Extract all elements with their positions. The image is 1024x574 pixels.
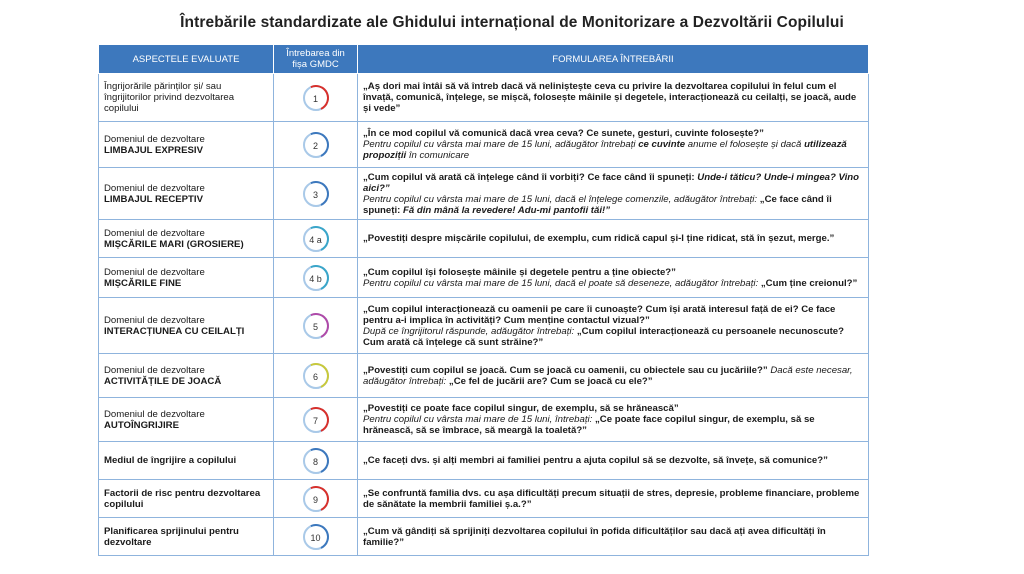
aspect-text: Domeniul de dezvoltare (104, 364, 205, 376)
question-cell (358, 480, 869, 518)
question-text-emphasis: Unde-i tăticu? Unde-i mingea? Vino aici?” (363, 171, 859, 194)
aspect-domain: LIMBAJUL EXPRESIV (104, 144, 203, 156)
questions-table (98, 44, 869, 556)
question-number-badge: 1 (303, 85, 329, 111)
table-row (99, 480, 869, 518)
question-number-badge: 8 (303, 448, 329, 474)
table-row (99, 354, 869, 398)
question-cell (358, 398, 869, 442)
aspect-text: Domeniul de dezvoltare (104, 133, 205, 145)
header-question-number: Întrebarea din fișa GMDC (274, 45, 358, 74)
aspect-cell (99, 442, 274, 480)
question-cell (358, 518, 869, 556)
question-cell (358, 220, 869, 258)
aspect-text: Domeniul de dezvoltare (104, 408, 205, 420)
header-formulation: FORMULAREA ÎNTREBĂRII (358, 45, 869, 74)
question-cell (358, 168, 869, 220)
table-header-row (99, 45, 869, 74)
aspect-cell (99, 122, 274, 168)
question-note-quote: „Ce poate face copilul singur, de exemplu, să se hrănească, să se îmbrace, să meargă la toaletă?” (363, 414, 815, 436)
table-row (99, 518, 869, 556)
table-row (99, 168, 869, 220)
question-note-emphasis: utilizează propoziții (363, 139, 847, 161)
question-cell (358, 298, 869, 354)
question-cell (358, 258, 869, 298)
aspect-domain: Mediul de îngrijire a copilului (104, 455, 237, 466)
question-note-emphasis: Fă din mână la revedere! Adu-mi pantofii tăi!” (402, 204, 610, 216)
question-note-quote: „Cum copilul interacționează cu persoanele necunoscute? Cum arată că înțelege că sunt străine?” (363, 325, 844, 348)
question-number-badge: 5 (303, 313, 329, 339)
number-cell (274, 480, 358, 518)
question-text: „Cum copilul interacționează cu oamenii pe care îi cunoaște? Cum își arată interesul față de ei? Ce face pentru a-i implica în activități? Cum menține contactul vizual?” (363, 303, 836, 326)
aspect-domain: MIȘCĂRILE MARI (GROSIERE) (104, 238, 244, 250)
number-cell (274, 258, 358, 298)
question-note: Pentru copilul cu vârsta mai mare de 15 luni, dacă el înțelege comenzile, adăugător întrebați: (363, 193, 758, 205)
table-row (99, 442, 869, 480)
question-number-badge: 10 (303, 524, 329, 550)
question-note-quote: „Ce face când îi spuneți: (363, 193, 832, 216)
question-cell (358, 354, 869, 398)
table-row (99, 122, 869, 168)
aspect-domain: LIMBAJUL RECEPTIV (104, 193, 203, 205)
aspect-domain: ACTIVITĂȚILE DE JOACĂ (104, 375, 222, 387)
question-text: „Povestiți cum copilul se joacă. Cum se joacă cu oamenii, cu obiectele sau cu jucăriile?” (363, 364, 768, 376)
aspect-cell (99, 480, 274, 518)
number-cell (274, 398, 358, 442)
table-row (99, 298, 869, 354)
aspect-cell (99, 398, 274, 442)
question-number-badge: 9 (303, 486, 329, 512)
question-number-badge: 6 (303, 363, 329, 389)
aspect-domain: INTERACȚIUNEA CU CEILALȚI (104, 325, 245, 337)
question-text: „Se confruntă familia dvs. cu așa dificultăți precum situații de stres, depresie, probleme financiare, probleme de sănătate la membrii familiei ș.a.?” (363, 487, 860, 510)
number-cell (274, 298, 358, 354)
question-cell (358, 442, 869, 480)
table-row (99, 398, 869, 442)
page-title: Întrebările standardizate ale Ghidului internațional de Monitorizare a Dezvoltării Copilului (180, 14, 844, 31)
question-note: anume el folosește și dacă (687, 139, 802, 150)
number-cell (274, 122, 358, 168)
aspect-cell (99, 258, 274, 298)
question-number-badge: 3 (303, 181, 329, 207)
question-note: Pentru copilul cu vârsta mai mare de 15 luni, întrebați: (363, 414, 593, 425)
question-note-emphasis: ce cuvinte (638, 139, 686, 150)
aspect-cell (99, 298, 274, 354)
number-cell (274, 442, 358, 480)
question-note: Dacă este necesar, adăugător întrebați: (363, 364, 853, 387)
aspect-cell (99, 168, 274, 220)
question-number-badge: 2 (303, 132, 329, 158)
question-number-badge: 4 a (303, 226, 329, 252)
number-cell (274, 354, 358, 398)
number-cell (274, 168, 358, 220)
aspect-text: Domeniul de dezvoltare (104, 266, 205, 278)
number-cell (274, 220, 358, 258)
aspect-domain: Planificarea sprijinului pentru dezvoltare (104, 525, 239, 548)
aspect-domain: MIȘCĂRILE FINE (104, 277, 182, 289)
table-row (99, 74, 869, 122)
question-text: „Aș dori mai întâi să vă întreb dacă vă neliniștește ceva cu privire la dezvoltarea copilului în felul cum el învață, comunică, înțelege, se mișcă, folosește mâinile și degetele, interacționează cu ceilalți, se joacă, aude și vede” (363, 81, 857, 114)
aspect-cell (99, 518, 274, 556)
aspect-domain: Factorii de risc pentru dezvoltarea copilului (104, 487, 261, 510)
number-cell (274, 518, 358, 556)
table-row (99, 258, 869, 298)
question-note: Pentru copilul cu vârsta mai mare de 15 luni, dacă el poate să deseneze, adăugător întrebați: (363, 277, 759, 289)
aspect-cell (99, 354, 274, 398)
aspect-cell (99, 74, 274, 122)
question-note-quote: „Ce fel de jucării are? Cum se joacă cu ele?” (448, 375, 653, 387)
aspect-text: Îngrijorările părinților și/ sau îngrijitorilor privind dezvoltarea copilului (104, 81, 235, 114)
question-text: „Cum copilul își folosește mâinile și degetele pentru a ține obiecte?” (363, 266, 676, 278)
number-cell (274, 74, 358, 122)
question-cell (358, 122, 869, 168)
question-note: După ce îngrijitorul răspunde, adăugător întrebați: (363, 325, 575, 337)
question-cell (358, 74, 869, 122)
question-text: „Cum vă gândiți să sprijiniți dezvoltarea copilului în pofida dificultăților sau dacă ați avea dificultăți în familie?” (363, 525, 826, 548)
question-number-badge: 7 (303, 407, 329, 433)
question-text: „În ce mod copilul vă comunică dacă vrea ceva? Ce sunete, gesturi, cuvinte folosește?” (363, 128, 764, 139)
aspect-text: Domeniul de dezvoltare (104, 314, 205, 326)
aspect-cell (99, 220, 274, 258)
header-aspects: ASPECTELE EVALUATE (99, 45, 274, 74)
question-number-badge: 4 b (303, 265, 329, 291)
question-text: „Povestiți ce poate face copilul singur, de exemplu, să se hrănească” (363, 403, 679, 414)
aspect-domain: AUTOÎNGRIJIRE (104, 419, 179, 431)
question-note: în comunicare (408, 150, 470, 161)
question-note: Pentru copilul cu vârsta mai mare de 15 luni, adăugător întrebați (363, 139, 636, 150)
aspect-text: Domeniul de dezvoltare (104, 227, 205, 239)
question-text: „Ce faceți dvs. și alți membri ai familiei pentru a ajuta copilul să se dezvolte, să învețe, să comunice?” (363, 455, 828, 466)
question-note-quote: „Cum ține creionul?” (760, 277, 858, 289)
aspect-text: Domeniul de dezvoltare (104, 182, 205, 194)
question-text: „Cum copilul vă arată că înțelege când îi vorbiți? Ce face când îi spuneți: (363, 171, 695, 183)
table-row (99, 220, 869, 258)
question-text: „Povestiți despre mișcările copilului, de exemplu, cum ridică capul și-l ține ridicat, stă în șezut, merge.” (363, 233, 835, 244)
